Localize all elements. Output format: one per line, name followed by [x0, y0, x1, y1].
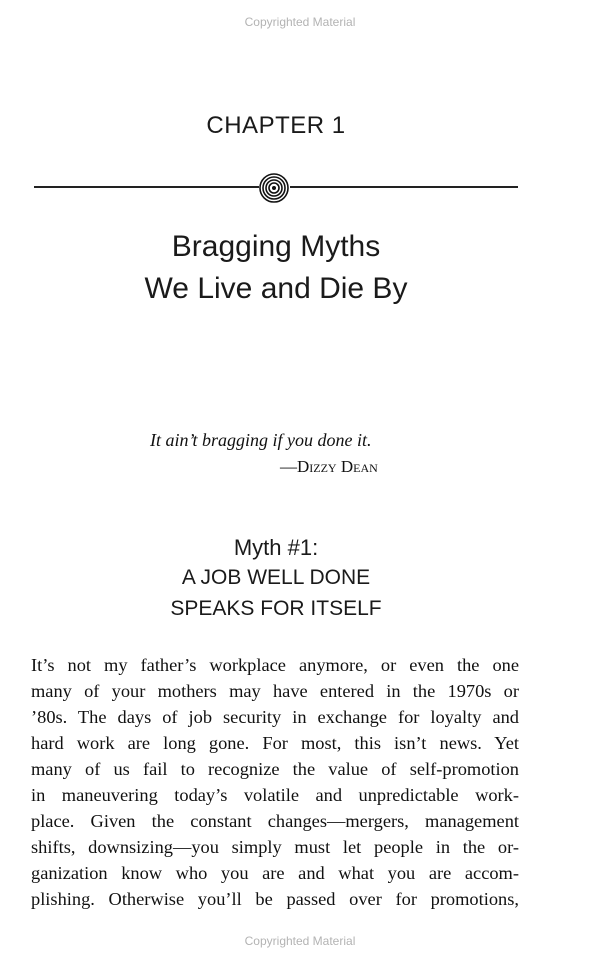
body-line: plishing. Otherwise you’ll be passed over for promotions,: [31, 889, 519, 909]
body-line: ’80s. The days of job security in exchange for loyalty and: [31, 707, 519, 727]
body-line: It’s not my father’s workplace anymore, or even the one: [31, 655, 519, 675]
spiral-ornament-icon: [258, 172, 290, 204]
body-paragraph: [31, 652, 519, 912]
body-line: many of us fail to recognize the value of self-promotion: [31, 759, 519, 779]
myth-heading-line-1: A JOB WELL DONE: [181, 566, 371, 589]
body-line: place. Given the constant changes—mergers, management: [31, 811, 519, 831]
body-line: in maneuvering today’s volatile and unpredictable work-: [31, 785, 519, 805]
epigraph-quote: It ain’t bragging if you done it.: [150, 430, 372, 450]
copyright-watermark-top: Copyrighted Material: [244, 15, 356, 29]
ornament-rule-left: [34, 186, 259, 188]
body-line: shifts, downsizing—you simply must let people in the or-: [31, 837, 519, 857]
epigraph-attribution: [280, 457, 480, 477]
chapter-label: CHAPTER 1: [206, 112, 346, 139]
body-line: ganization know who you are and what you are accom-: [31, 863, 519, 883]
attribution-dash: —: [280, 457, 297, 476]
chapter-title-line-1: Bragging Myths: [171, 230, 381, 263]
myth-heading-line-2: SPEAKS FOR ITSELF: [170, 597, 382, 620]
myth-number: Myth #1:: [233, 535, 319, 560]
chapter-title-line-2: We Live and Die By: [144, 272, 408, 305]
copyright-watermark-bottom: Copyrighted Material: [244, 934, 356, 948]
body-line: hard work are long gone. For most, this isn’t news. Yet: [31, 733, 519, 753]
attribution-author: Dizzy Dean: [297, 457, 378, 476]
ornament-rule-right: [290, 186, 518, 188]
body-line: many of your mothers may have entered in the 1970s or: [31, 681, 519, 701]
